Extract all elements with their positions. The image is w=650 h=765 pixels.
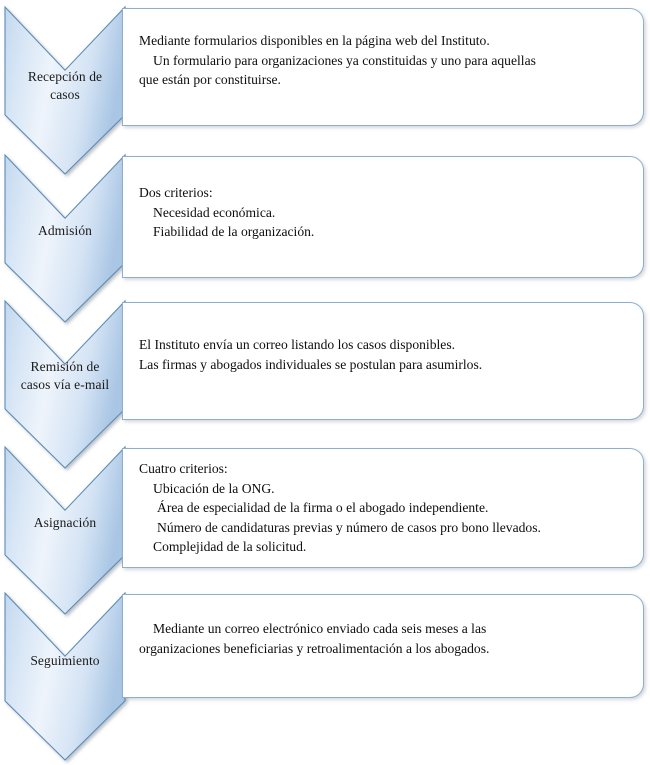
chevron-label-asignacion — [4, 514, 126, 532]
chevron-label-line: casos — [50, 87, 80, 102]
description-line: Cuatro criterios: — [139, 461, 228, 476]
description-panel-remision — [122, 302, 644, 420]
description-line: Mediante formularios disponibles en la página web del Instituto. — [139, 33, 490, 48]
description-line: Ubicación de la ONG. — [153, 480, 275, 496]
description-panel-seguimiento — [122, 594, 644, 698]
description-line: organizaciones beneficiarias y retroalimentación a los abogados. — [139, 640, 490, 656]
description-line: Las firmas y abogados individuales se postulan para asumirlos. — [139, 356, 483, 372]
chevron-arrow-seguimiento — [4, 588, 126, 760]
description-line: Número de candidaturas previas y número de casos pro bono llevados. — [157, 519, 541, 535]
chevron-label-recepcion — [4, 68, 126, 104]
description-line: Área de especialidad de la firma o el abogado independiente. — [157, 500, 489, 515]
description-text-recepcion — [123, 9, 643, 90]
description-text-seguimiento — [123, 595, 643, 658]
chevron-label-remision — [4, 358, 126, 394]
chevron-label-line: Admisión — [37, 223, 93, 238]
chevron-arrow-recepcion — [4, 2, 126, 174]
description-panel-admision — [122, 156, 644, 278]
description-line: Dos criterios: — [139, 185, 213, 200]
description-line: Un formulario para organizaciones ya constituidas y uno para aquellas — [153, 52, 536, 68]
description-line: que están por constituirse. — [139, 72, 281, 87]
flow-step-seguimiento — [0, 588, 650, 760]
chevron-label-line: Recepción de — [27, 69, 103, 84]
description-line: Fiabilidad de la organización. — [153, 224, 315, 239]
description-line: El Instituto envía un correo listando los casos disponibles. — [139, 337, 456, 352]
flow-step-recepcion — [0, 2, 650, 174]
description-text-remision — [123, 303, 643, 374]
description-panel-recepcion — [122, 8, 644, 126]
description-line: Mediante un correo electrónico enviado cada seis meses a las — [153, 621, 487, 636]
chevron-label-admision — [4, 222, 126, 240]
chevron-label-line: casos vía e-mail — [20, 377, 110, 392]
description-line: Complejidad de la solicitud. — [153, 539, 307, 554]
chevron-label-line: Seguimiento — [30, 653, 100, 668]
chevron-label-seguimiento — [4, 652, 126, 670]
description-text-asignacion — [123, 449, 643, 557]
description-line: Necesidad económica. — [153, 204, 276, 220]
description-text-admision — [123, 157, 643, 242]
chevron-label-line: Asignación — [33, 515, 97, 530]
description-panel-asignacion — [122, 448, 644, 568]
chevron-label-line: Remisión de — [30, 359, 100, 374]
